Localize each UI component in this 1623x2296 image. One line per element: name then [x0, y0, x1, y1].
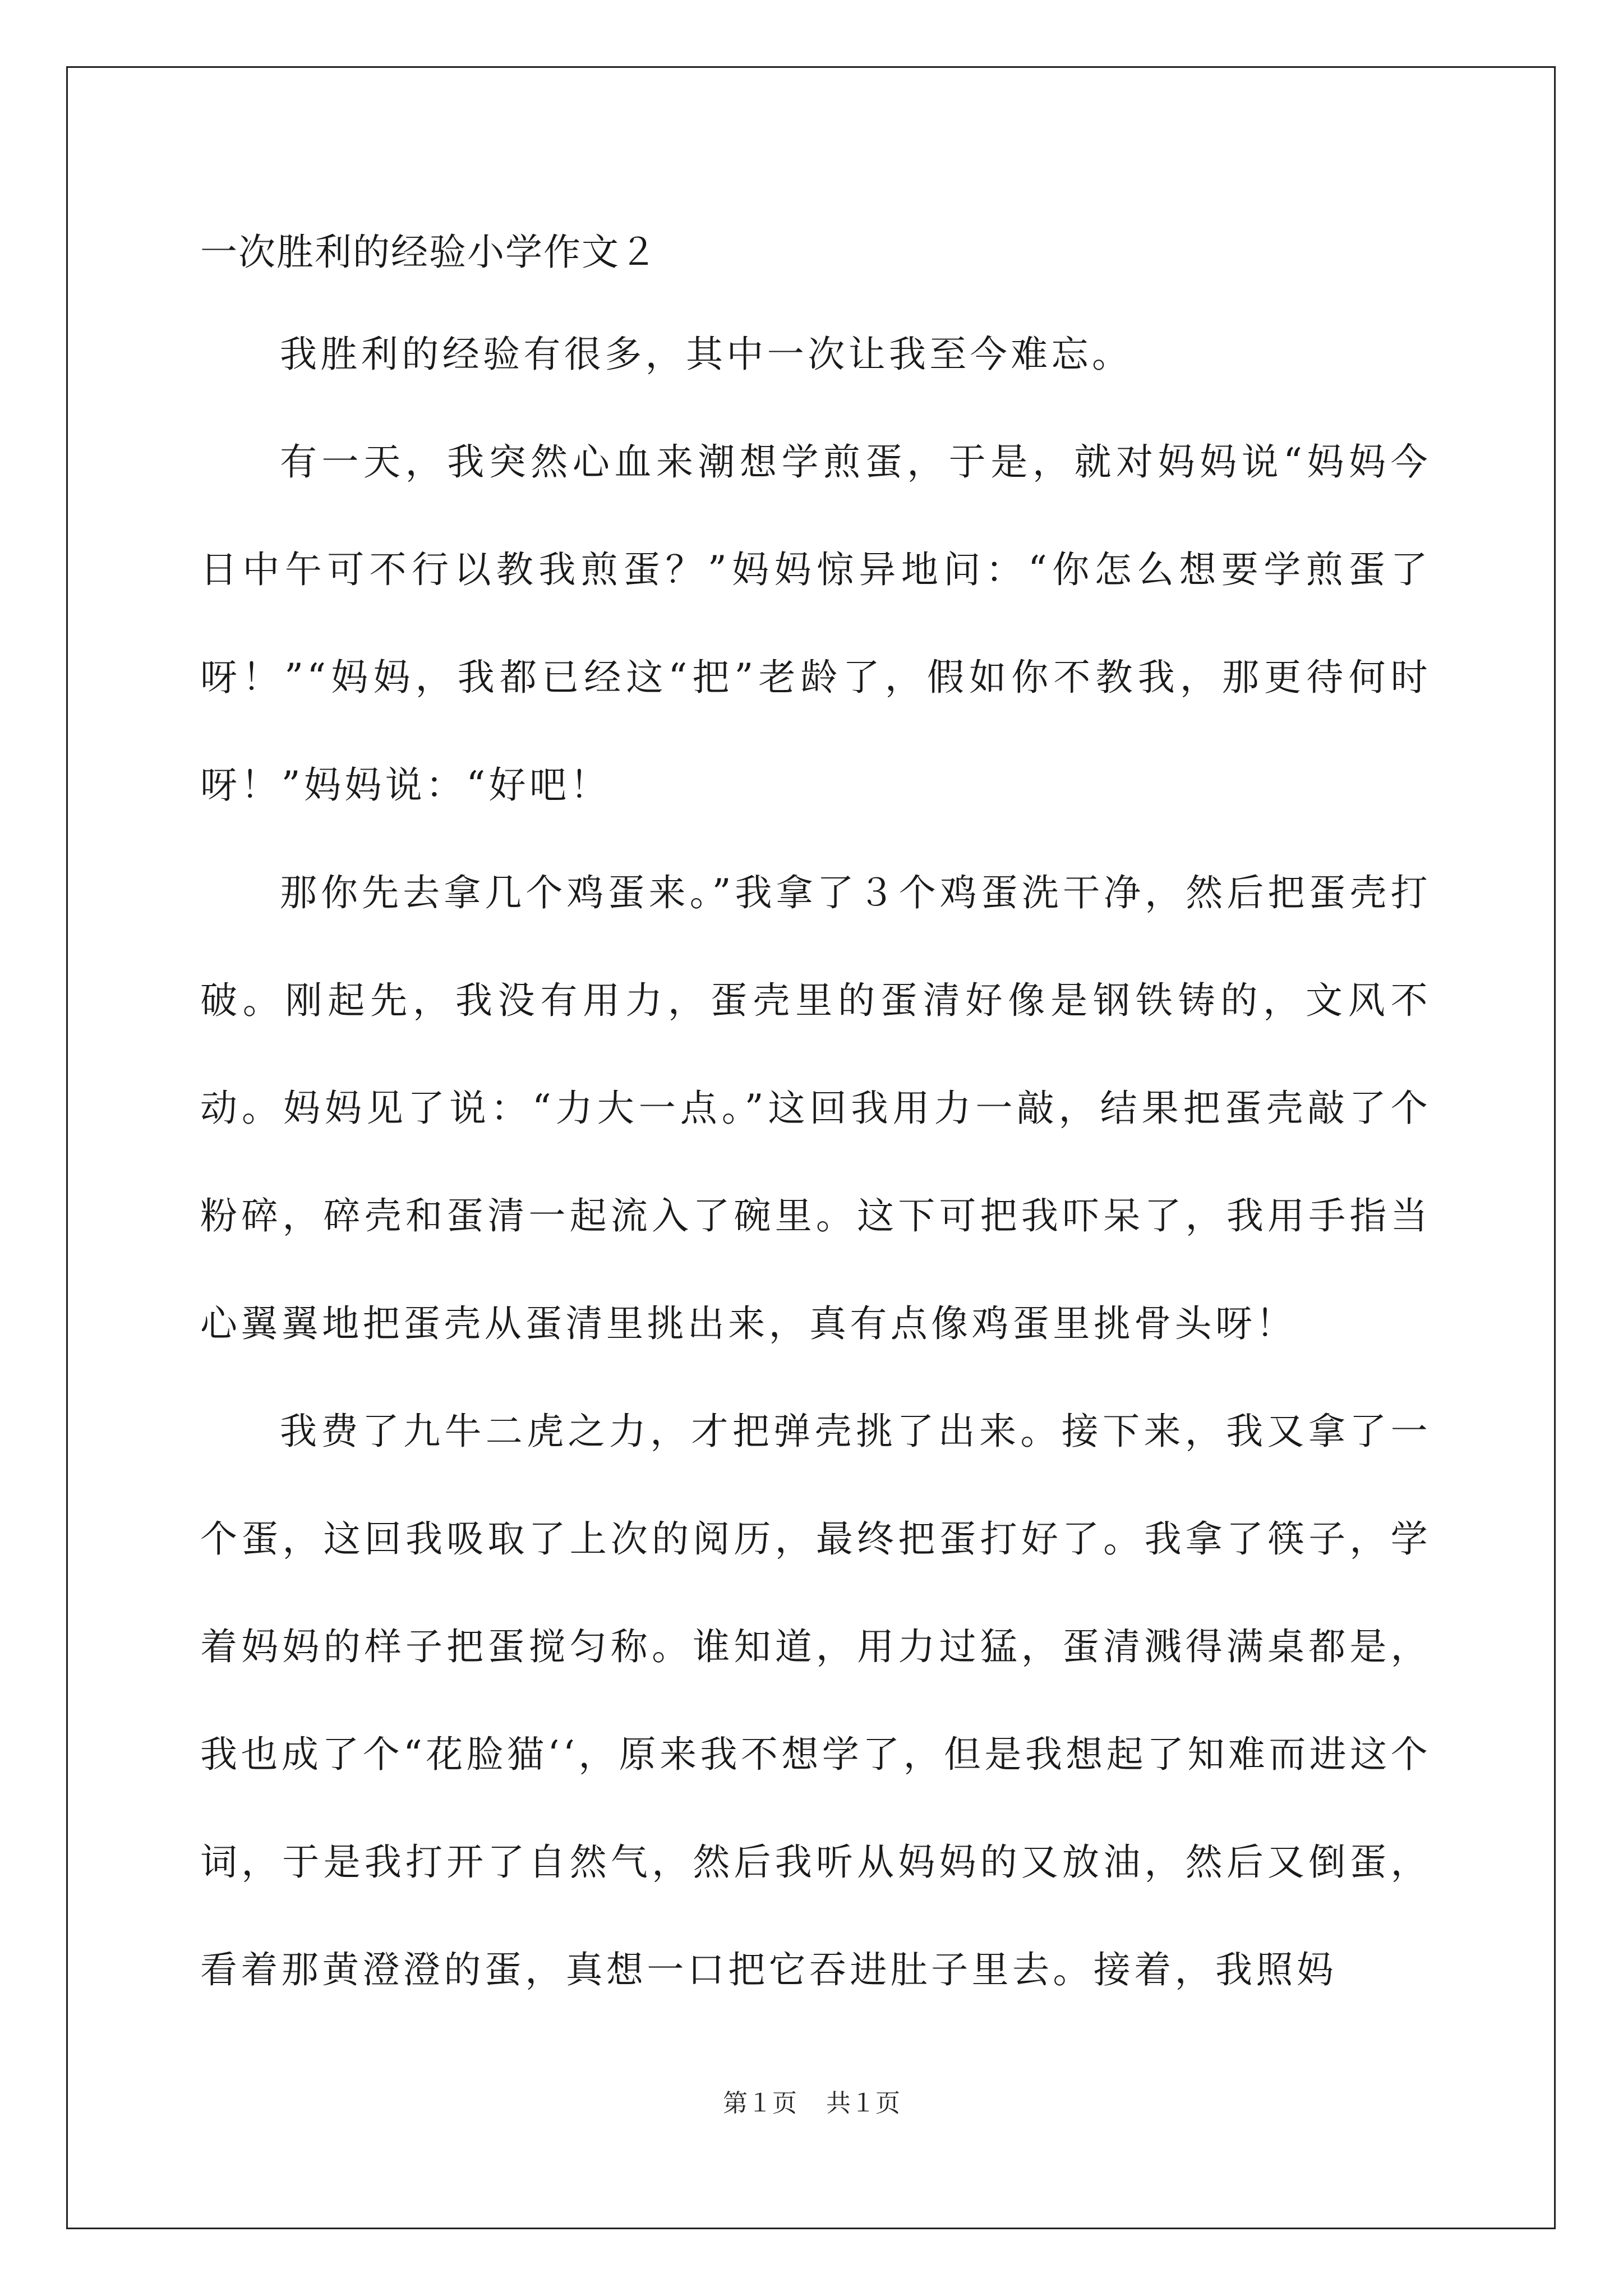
page-footer: [0, 2087, 1623, 2120]
page-total: 共１页: [826, 2089, 900, 2118]
paragraph-list: [200, 301, 1431, 2024]
paragraph: 有一天，我突然心血来潮想学煎蛋，于是，就对妈妈说“妈妈今日中午可不行以教我煎蛋？”妈妈惊异地问：“你怎么想要学煎蛋了呀！”“妈妈，我都已经这“把”老龄了，假如你不教我，那更待何时呀！”妈妈说：“好吧！: [200, 440, 1431, 807]
paragraph: 我费了九牛二虎之力，才把弹壳挑了出来。接下来，我又拿了一个蛋，这回我吸取了上次的阅历，最终把蛋打好了。我拿了筷子，学着妈妈的样子把蛋搅匀称。谁知道，用力过猛，蛋清溅得满桌都是，我也成了个“花脸猫‘‘，原来我不想学了，但是我想起了知难而进这个词，于是我打开了自然气，然后我听从妈妈的又放油，然后又倒蛋，看着那黄澄澄的蛋，真想一口把它吞进肚子里去。接着，我照妈: [200, 1410, 1431, 1991]
paragraph: 那你先去拿几个鸡蛋来。”我拿了３个鸡蛋洗干净，然后把蛋壳打破。刚起先，我没有用力，蛋壳里的蛋清好像是钢铁铸的，文风不动。妈妈见了说：“力大一点。”这回我用力一敲，结果把蛋壳敲了个粉碎，碎壳和蛋清一起流入了碗里。这下可把我吓呆了，我用手指当心翼翼地把蛋壳从蛋清里挑出来，真有点像鸡蛋里挑骨头呀！: [200, 871, 1431, 1345]
paragraph: 我胜利的经验有很多，其中一次让我至今难忘。: [280, 333, 1133, 376]
document-body: [200, 226, 1431, 2024]
page-number: 第１页: [723, 2089, 797, 2118]
document-title: 一次胜利的经验小学作文２: [200, 231, 658, 274]
